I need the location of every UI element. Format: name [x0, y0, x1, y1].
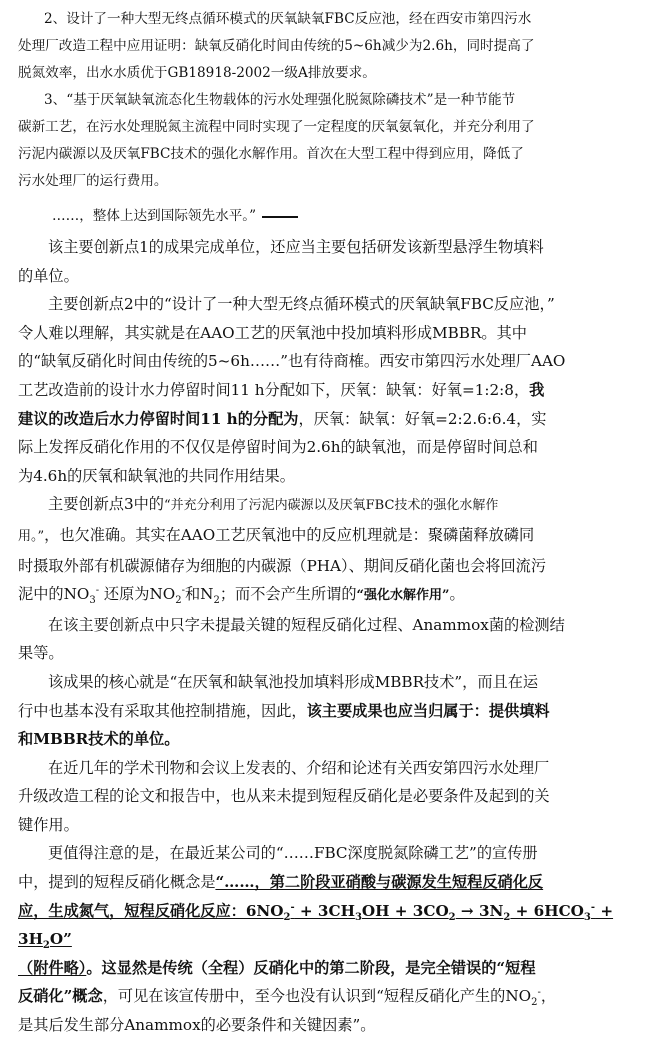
body-paragraph-4	[18, 611, 633, 668]
para3-line1b: “并充分利用了污泥内碳源以及厌氧FBC技术的强化水解作	[163, 498, 499, 514]
quote-p2-line1: 2、设计了一种大型无终点循环模式的厌氧缺氧FBC反应池，经在西安市第四污水	[44, 11, 532, 27]
quote-p3-line1: 3、“基于厌氧缺氧流态化生物载体的污水处理强化脱氮除磷技术”是一种节能节	[44, 92, 516, 108]
sub-2: 2	[213, 595, 220, 607]
para4-line1: 在该主要创新点中只字未提最关键的短程反硝化过程、Anammox菌的检测结	[48, 615, 565, 634]
para3-line4e: “强化水解作用”	[356, 588, 450, 604]
para5-line3b: 和MBBR技术的单位。	[18, 730, 180, 749]
para7-line4b: 。这显然是传统（全程）反硝化中的第二阶段，是完全错误的“短程	[86, 958, 536, 977]
quote-p3-line3: 污泥内碳源以及厌氧FBC技术的强化水解作用。首次在大型工程中得到应用，降低了	[18, 146, 524, 162]
para7-line2b: “……，第二阶段亚硝酸与碳源发生短程反硝化反	[215, 873, 544, 892]
para2-line7: 为4.6h的厌氧和缺氧池的共同作用结果。	[18, 466, 295, 485]
sub-2: 2	[503, 911, 511, 923]
para2-line5-bold: 建议的改造后水力停留时间11 h的分配为	[18, 409, 299, 428]
sub-2: 2	[448, 911, 456, 923]
sub-3: 3	[354, 911, 362, 923]
para2-line5: ，厌氧：缺氧：好氧=2:2.6:6.4，实	[298, 409, 547, 428]
sub-3: 3	[89, 595, 96, 607]
para7-line4a: （附件略）	[18, 958, 87, 977]
body-paragraph-2	[18, 290, 633, 490]
para7-line6: 是其后发生部分Anammox的必要条件和关键因素”。	[18, 1016, 376, 1035]
quote-paragraph-3	[18, 87, 638, 195]
para2-line2: 令人难以理解，其实就是在AAO工艺的厌氧池中投加填料形成MBBR。其中	[18, 323, 527, 342]
sup-minus: -	[537, 987, 541, 999]
para1-line1: 该主要创新点1的成果完成单位，还应当主要包括研发该新型悬浮生物填料	[48, 238, 544, 256]
para4-line2: 果等。	[18, 644, 64, 663]
para7-line3-text: 应，生成氮气，短程反硝化反应：6NO	[18, 901, 284, 920]
body-paragraph-3	[18, 490, 633, 610]
para7-line5c: ，	[540, 987, 557, 1006]
para3-line4c: 和N	[184, 585, 214, 604]
quote-p3-line2: 碳新工艺，在污水处理脱氮主流程中同时实现了一定程度的厌氧氨氧化，并充分利用了	[18, 119, 535, 135]
para7-line3	[18, 901, 614, 952]
para7-line3g: O”	[49, 930, 72, 949]
sub-2: 2	[175, 595, 182, 607]
para7-line2a: 中，提到的短程反硝化概念是	[18, 873, 216, 892]
para6-line2: 升级改造工程的论文和报告中，也从来未提到短程反硝化是必要条件及起到的关	[18, 787, 550, 806]
para6-line3: 键作用。	[18, 815, 79, 834]
para2-line3: 的“缺氧反硝化时间由传统的5~6h……”也有待商榷。西安市第四污水处理厂AAO	[18, 352, 566, 371]
para7-line3b: + 3CH	[294, 901, 355, 920]
body-paragraph-7	[18, 839, 633, 1039]
body-text	[18, 233, 633, 1040]
sub-3: 3	[583, 911, 591, 923]
para3-line2a: 用。”	[18, 528, 45, 544]
para6-line1: 在近几年的学术刊物和会议上发表的、介绍和论述有关西安第四污水处理厂	[48, 758, 550, 777]
para7-line3e: + 6HCO	[510, 901, 584, 920]
para7-line5a: 反硝化”概念	[18, 987, 103, 1006]
para2-line4-bold: 我	[529, 380, 545, 399]
para7-line1: 更值得注意的是，在最近某公司的“……FBC深度脱氮除磷工艺”的宣传册	[48, 844, 538, 863]
para2-line4: 工艺改造前的设计水力停留时间11 h分配如下，厌氧：缺氧：好氧=1:2:8，	[18, 380, 530, 399]
para7-line3c: OH + 3CO	[361, 901, 449, 920]
sup-minus: -	[290, 901, 295, 913]
para3-line2b: ，也欠准确。其实在AAO工艺厌氧池中的反应机理就是：聚磷菌释放磷同	[44, 525, 535, 544]
para1-line2: 的单位。	[18, 266, 79, 285]
para2-line6: 际上发挥反硝化作用的不仅仅是停留时间为2.6h的缺氧池，而是停留时间总和	[18, 438, 538, 457]
sub-2: 2	[42, 940, 50, 952]
para3-line1a: 主要创新点3中的	[48, 495, 164, 514]
sub-2: 2	[531, 997, 538, 1009]
quote-ending-text: ……，整体上达到国际领先水平。”	[52, 208, 257, 224]
quote-p3-line4: 污水处理厂的运行费用。	[18, 173, 168, 189]
quote-ending	[52, 203, 632, 230]
quote-p2-line3: 脱氮效率，出水水质优于GB18918-2002一级A排放要求。	[18, 65, 376, 81]
dash-line	[262, 216, 298, 218]
body-paragraph-6	[18, 754, 633, 840]
para5-line1: 该成果的核心就是“在厌氧和缺氧池投加填料形成MBBR技术”，而且在运	[48, 672, 539, 691]
para2-line1: 主要创新点2中的“设计了一种大型无终点循环模式的厌氧缺氧FBC反应池，”	[48, 295, 555, 314]
para3-line4a: 泥中的NO	[18, 585, 90, 604]
sup-minus: -	[95, 585, 100, 597]
body-paragraph-5	[18, 668, 633, 754]
para5-line2a: 行中也基本没有采取其他控制措施，因此，	[18, 701, 307, 720]
para3-line3: 时摄取外部有机碳源储存为细胞的内碳源（PHA）、期间反硝化菌也会将回流污	[18, 556, 547, 575]
para3-line4f: 。	[449, 585, 465, 604]
sub-2: 2	[283, 911, 291, 923]
quote-paragraph-2	[18, 6, 638, 87]
sup-minus: -	[181, 585, 185, 597]
para3-line4b: 还原为NO	[103, 585, 176, 604]
para7-line3f: + 3H	[18, 901, 614, 949]
body-paragraph-1	[18, 233, 633, 290]
sup-minus: -	[590, 901, 596, 913]
para5-line2b: 该主要成果也应当归属于：提供填料	[306, 701, 550, 720]
para3-line4d: ；而不会产生所谓的	[219, 585, 357, 604]
para7-line5b: ，可见在该宣传册中，至今也没有认识到“短程反硝化产生的NO	[102, 987, 532, 1006]
quote-p2-line2: 处理厂改造工程中应用证明：缺氧反硝化时间由传统的5~6h减少为2.6h，同时提高了	[18, 38, 535, 54]
para7-line3d: → 3N	[455, 901, 504, 920]
